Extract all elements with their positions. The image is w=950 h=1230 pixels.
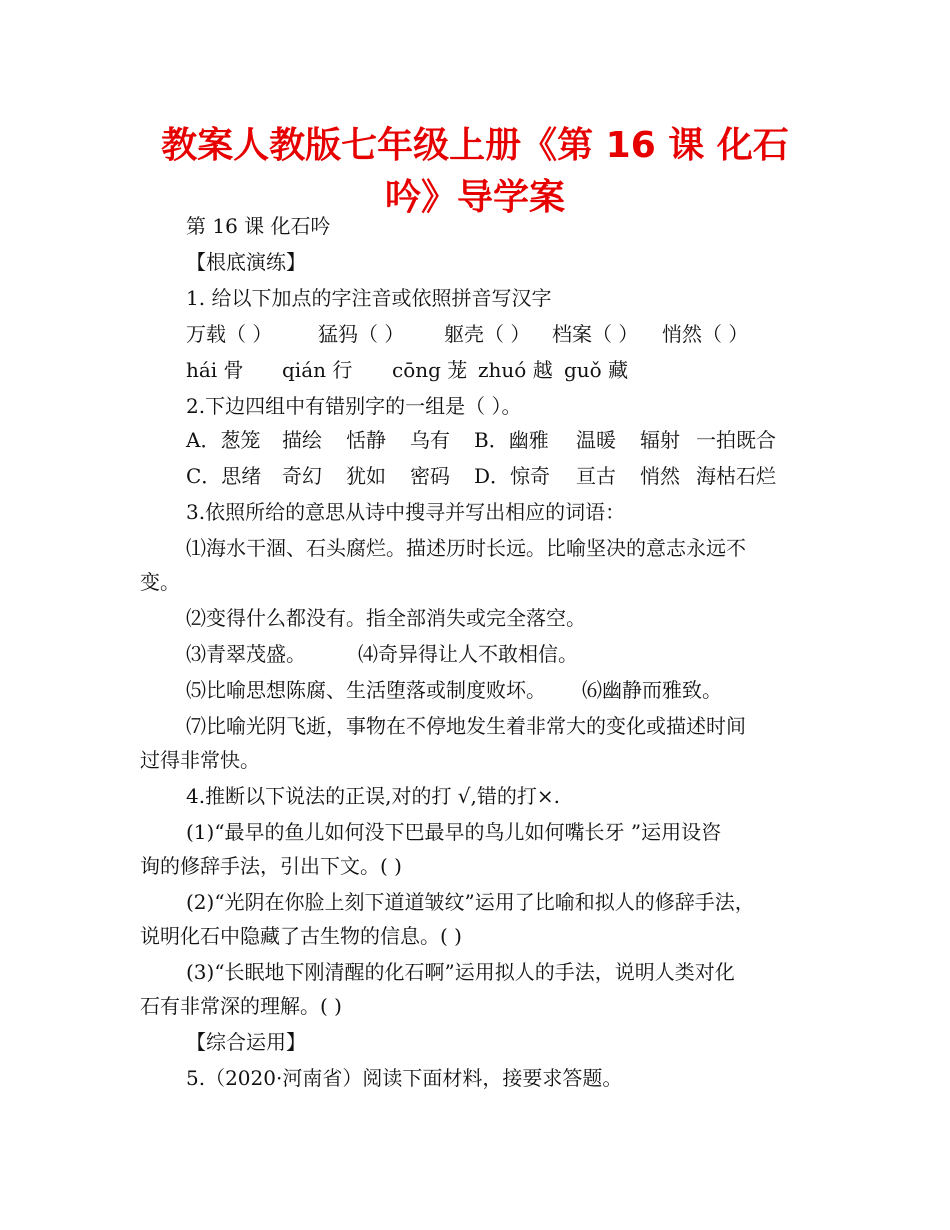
q2-word: 描绘 (282, 428, 322, 452)
document-title (0, 120, 950, 224)
q4-statement-1-line-1: (1)“最早的鱼儿如何没下巴最早的鸟儿如何嘴长牙 ”运用设咨 (186, 820, 722, 844)
q2-word: 海枯石烂 (696, 464, 776, 488)
q3-item-7-line-2: 过得非常快。 (140, 748, 260, 772)
q2-word: 亘古 (576, 464, 616, 488)
lesson-heading: 第 16 课 化石吟 (186, 214, 331, 238)
q3-item-4: ⑷奇异得让人不敢相信。 (358, 642, 578, 666)
question-1-row-1 (186, 320, 786, 348)
q2-word: 一拍既合 (696, 428, 776, 452)
q2-word: 辐射 (640, 428, 680, 452)
q1-pinyin-item: cōng 茏 (392, 358, 468, 382)
q3-item-1-line-2: 变。 (140, 570, 180, 594)
question-3-stem: 3.依照所给的意思从诗中搜寻并写出相应的词语： (186, 500, 626, 524)
q2-word: 悄然 (640, 464, 680, 488)
q2-word: 恬静 (346, 428, 386, 452)
section-heading-basics: 【根底演练】 (186, 250, 306, 274)
q1-pinyin-item: hái 骨 (186, 358, 244, 382)
question-4-stem: 4.推断以下说法的正误,对的打 √,错的打×. (186, 784, 561, 808)
question-2-stem: 2.下边四组中有错别字的一组是（ ）。 (186, 394, 522, 418)
q4-statement-2-line-1: (2)“光阴在你脸上刻下道道皱纹”运用了比喻和拟人的修辞手法， (186, 890, 755, 914)
q1-item: 档案（ ） (552, 322, 639, 346)
q1-item: 猛犸（ ） (318, 322, 405, 346)
q2-word: 密码 (410, 464, 450, 488)
question-1-row-2 (186, 356, 786, 384)
q3-item-1-line-1: ⑴海水干涸、石头腐烂。描述历时长远。比喻坚决的意志永远不 (186, 536, 746, 560)
q1-item: 万载（ ） (186, 322, 273, 346)
title-line-2: 吟》导学案 (384, 177, 565, 218)
q3-item-5: ⑸比喻思想陈腐、生活堕落或制度败坏。 (186, 678, 546, 702)
q1-pinyin-item: qián 行 (282, 358, 353, 382)
q2-word: 温暖 (576, 428, 616, 452)
question-2-row-1 (186, 426, 826, 454)
q1-pinyin-item: guǒ 藏 (564, 358, 629, 382)
q3-item-6: ⑹幽静而雅致。 (582, 678, 722, 702)
q4-statement-2-line-2: 说明化石中隐藏了古生物的信息。( ) (140, 924, 462, 948)
q1-item: 躯壳（ ） (444, 322, 531, 346)
q3-item-2: ⑵变得什么都没有。指全部消失或完全落空。 (186, 606, 586, 630)
q1-item: 悄然（ ） (662, 322, 749, 346)
q3-item-3: ⑶青翠茂盛。 (186, 642, 306, 666)
q4-statement-3-line-2: 石有非常深的理解。( ) (140, 994, 342, 1018)
q2-option: C．思绪 (186, 464, 262, 488)
q2-option: A．葱笼 (186, 428, 261, 452)
q1-pinyin-item: zhuó 越 (478, 358, 553, 382)
q2-word: 乌有 (410, 428, 450, 452)
q3-item-7-line-1: ⑺比喻光阴飞逝，事物在不停地发生着非常大的变化或描述时间 (186, 714, 746, 738)
question-2-row-2 (186, 462, 826, 490)
q4-statement-1-line-2: 询的修辞手法，引出下文。( ) (140, 854, 402, 878)
question-5-stem: 5.（2020·河南省）阅读下面材料，接要求答题。 (186, 1066, 623, 1090)
question-1-stem: 1. 给以下加点的字注音或依照拼音写汉字 (186, 286, 552, 310)
q2-option: D．惊奇 (474, 464, 551, 488)
q4-statement-3-line-1: (3)“长眠地下刚清醒的化石啊”运用拟人的手法，说明人类对化 (186, 960, 735, 984)
section-heading-application: 【综合运用】 (186, 1030, 306, 1054)
q2-word: 犹如 (346, 464, 386, 488)
q2-word: 奇幻 (282, 464, 322, 488)
q2-option: B．幽雅 (474, 428, 549, 452)
title-line-1: 教案人教版七年级上册《第 16 课 化石 (161, 125, 789, 166)
